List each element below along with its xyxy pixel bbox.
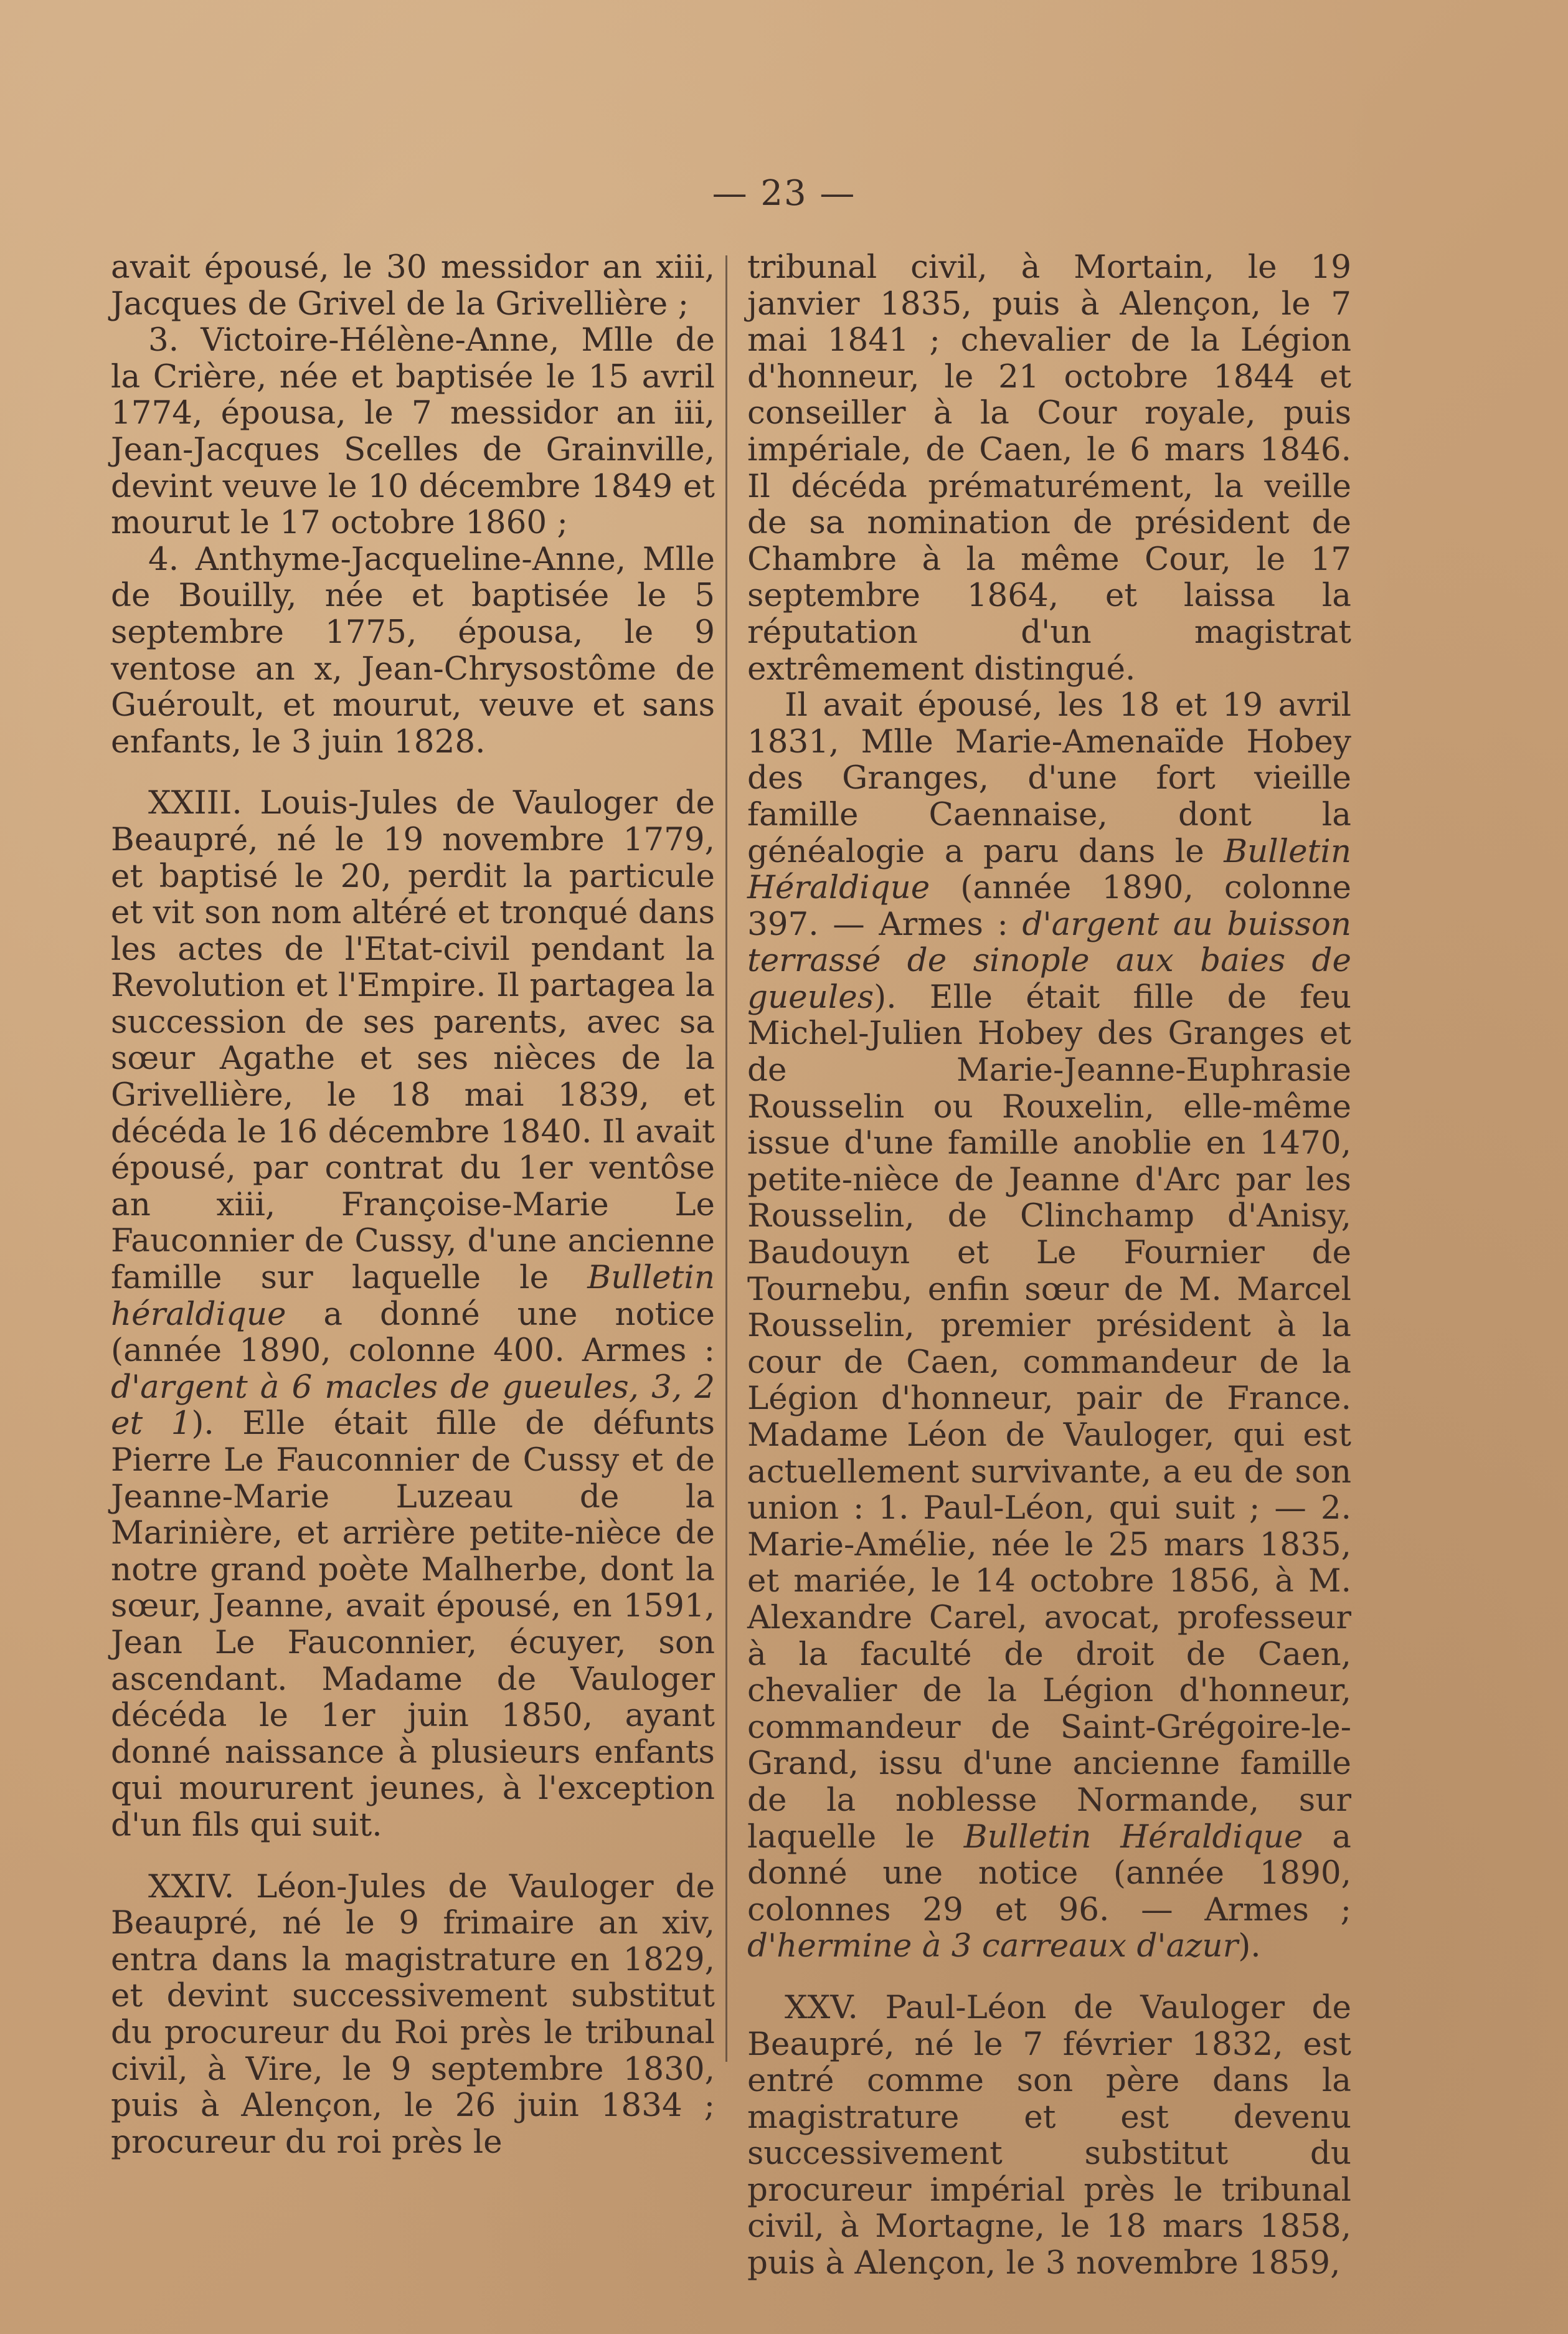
page-number: — 23 — [712,173,856,214]
italic-run: d'argent à 6 macles de gueules, 3, 2 et 1 [111,1368,715,1443]
text-run: (année 1890, colonne 397. — Armes : [747,869,1352,943]
text-run: ). [1238,1927,1261,1965]
column-divider [725,255,727,2062]
paragraph-section-xxiii [111,785,715,1843]
text-run: a donné une notice (année 1890, colonnes 29 et 96. — Armes ; [747,1818,1351,1928]
text-run: Il avait épousé, les 18 et 19 avril 1831, Mlle Marie-Amenaïde Hobey des Granges, d'une fort vieille famille Caennaise, dont la généalogie a paru dans le [747,686,1351,870]
paragraph-section-xxiv: XXIV. Léon-Jules de Vauloger de Beaupré, né le 9 frimaire an xiv, entra dans la magistrature en 1829, et devint successivement substitut du procureur du Roi près le tribunal civil, à Vire, le 9 septembre 1830, puis à Alençon, le 26 juin 1834 ; procureur du roi près le [111,1867,715,2161]
italic-run: Bulletin Héraldique [963,1818,1303,1856]
italic-run: d'argent au buisson terrassé de sinople aux baies de gueules [747,905,1351,1016]
paragraph: avait épousé, le 30 messidor an xiii, Jacques de Grivel de la Grivellière ; [111,249,715,323]
text-run: a donné une notice (année 1890, colonne 400. Armes : [111,1295,716,1370]
left-column [111,249,715,2160]
paragraph: 3. Victoire-Hélène-Anne, Mlle de la Crière, née et baptisée le 15 avril 1774, épousa, le 7 messidor an iii, Jean-Jacques Scelles de Grainville, devint veuve le 10 décembre 1849 et mourut le 17 octobre 1860 ; [111,321,715,542]
italic-run: d'hermine à 3 carreaux d'azur [747,1927,1239,1965]
paragraph: 4. Anthyme-Jacqueline-Anne, Mlle de Bouilly, née et baptisée le 5 septembre 1775, épousa, le 9 ventose an x, Jean-Chrysostôme de Guéroult, et mourut, veuve et sans enfants, le 3 juin 1828. [111,540,715,761]
paragraph-section-xxv: XXV. Paul-Léon de Vauloger de Beaupré, né le 7 février 1832, est entré comme son père dans la magistrature et est devenu successivement substitut du procureur impérial près le tribunal civil, à Mortagne, le 18 mars 1858, puis à Alençon, le 3 novembre 1859, [747,1988,1351,2282]
paragraph [747,687,1351,1965]
text-run: ). Elle était fille de défunts Pierre Le Fauconnier de Cussy et de Jeanne-Marie Luzeau de la Marinière, et arrière petite-nièce de notre grand poète Malherbe, dont la sœur, Jeanne, avait épousé, en 1591, Jean Le Fauconnier, écuyer, son ascendant. Madame de Vauloger décéda le 1er juin 1850, ayant donné naissance à plusieurs enfants qui moururent jeunes, à l'exception d'un fils qui suit. [111,1405,715,1844]
text-run: XXIII. Louis-Jules de Vauloger de Beaupré, né le 19 novembre 1779, et baptisé le 20, perdit la particule et vit son nom altéré et tronqué dans les actes de l'Etat-civil pendant la Revolution et l'Empire. Il partagea la succession de ses parents, avec sa sœur Agathe et ses nièces de la Grivellière, le 18 mai 1839, et décéda le 16 décembre 1840. Il avait épousé, par contrat du 1er ventôse an xiii, Françoise-Marie Le Fauconnier de Cussy, d'une ancienne famille sur laquelle le [111,784,715,1297]
italic-run: Bulletin héraldique [111,1259,715,1333]
italic-run: Bulletin Héraldique [747,832,1351,907]
right-column [747,249,1351,2282]
paragraph: tribunal civil, à Mortain, le 19 janvier 1835, puis à Alençon, le 7 mai 1841 ; chevalier de la Légion d'honneur, le 21 octobre 1844 et conseiller à la Cour royale, puis impériale, de Caen, le 6 mars 1846. Il décéda prématurément, la veille de sa nomination de président de Chambre à la même Cour, le 17 septembre 1864, et laissa la réputation d'un magistrat extrêmement distingué. [747,249,1351,688]
text-run: ). Elle était fille de feu Michel-Julien Hobey des Granges et de Marie-Jeanne-Euphrasie Rousselin ou Rouxelin, elle-même issue d'une famille anoblie en 1470, petite-nièce de Jeanne d'Arc par les Rousselin, de Clinchamp d'Anisy, Baudouyn et Le Fournier de Tournebu, enfin sœur de M. Marcel Rousselin, premier président à la cour de Caen, commandeur de la Légion d'honneur, pair de France. Madame Léon de Vauloger, qui est actuellement survivante, a eu de son union : 1. Paul-Léon, qui suit ; — 2. Marie-Amélie, née le 25 mars 1835, et mariée, le 14 octobre 1856, à M. Alexandre Carel, avocat, professeur à la faculté de droit de Caen, chevalier de la Légion d'honneur, commandeur de Saint-Grégoire-le-Grand, issu d'une ancienne famille de la noblesse Normande, sur laquelle le [747,978,1351,1856]
